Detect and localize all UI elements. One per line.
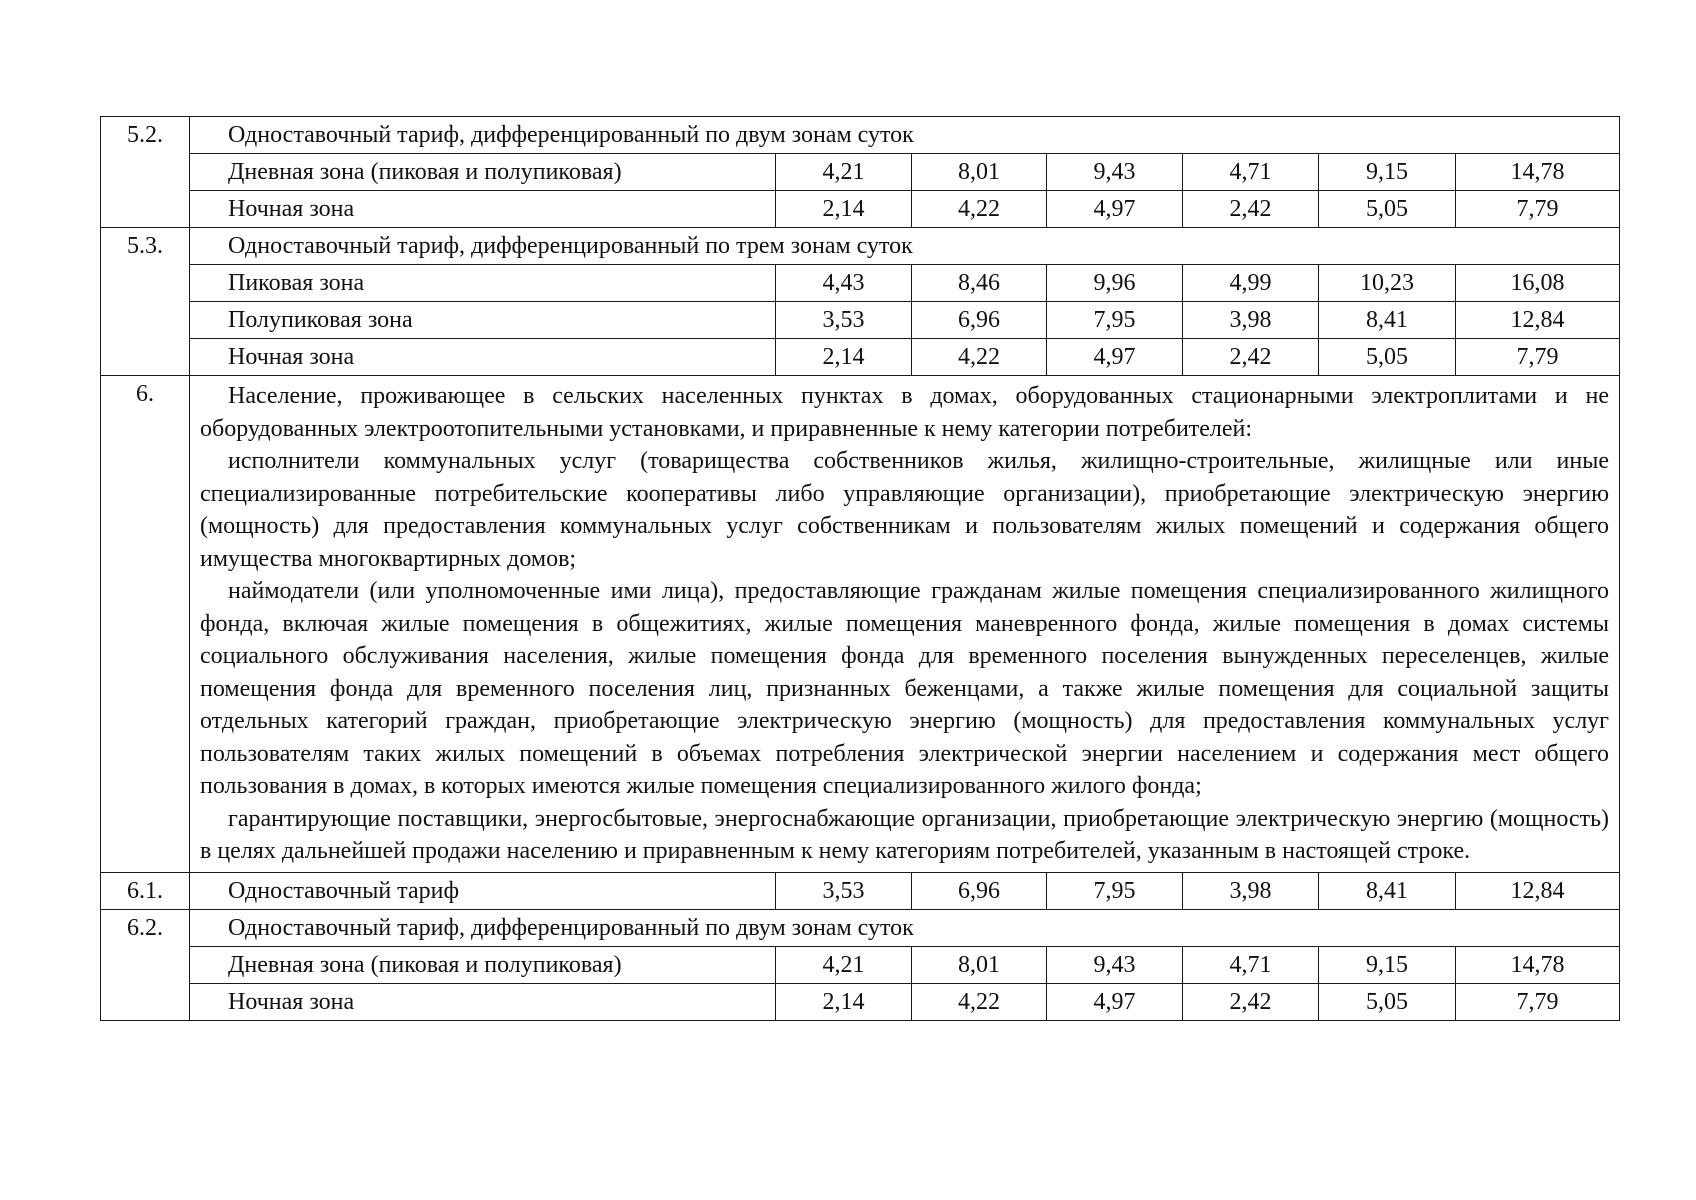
tariff-value: 3,53 bbox=[776, 302, 912, 339]
zone-name: Полупиковая зона bbox=[190, 302, 776, 339]
tariff-value: 4,99 bbox=[1183, 265, 1319, 302]
tariff-value: 4,21 bbox=[776, 946, 912, 983]
tariff-value: 4,71 bbox=[1183, 946, 1319, 983]
tariff-value: 9,15 bbox=[1319, 154, 1456, 191]
section-title: Одноставочный тариф, дифференцированный по двум зонам суток bbox=[190, 909, 1620, 946]
row-number: 5.3. bbox=[101, 228, 190, 376]
table-row bbox=[101, 265, 1620, 302]
section-5-3-header-row bbox=[101, 228, 1620, 265]
table-row bbox=[101, 154, 1620, 191]
tariff-value: 2,42 bbox=[1183, 983, 1319, 1020]
tariff-value: 12,84 bbox=[1456, 302, 1620, 339]
tariff-value: 6,96 bbox=[912, 302, 1047, 339]
zone-name: Ночная зона bbox=[190, 339, 776, 376]
tariff-value: 3,98 bbox=[1183, 872, 1319, 909]
tariff-value: 4,22 bbox=[912, 339, 1047, 376]
tariff-value: 4,21 bbox=[776, 154, 912, 191]
row-number: 5.2. bbox=[101, 117, 190, 228]
tariff-value: 2,14 bbox=[776, 339, 912, 376]
tariff-value: 2,42 bbox=[1183, 191, 1319, 228]
zone-name: Пиковая зона bbox=[190, 265, 776, 302]
section-6-2-header-row bbox=[101, 909, 1620, 946]
section-title: Одноставочный тариф, дифференцированный по двум зонам суток bbox=[190, 117, 1620, 154]
tariff-value: 4,71 bbox=[1183, 154, 1319, 191]
tariff-value: 10,23 bbox=[1319, 265, 1456, 302]
table-row bbox=[101, 339, 1620, 376]
tariff-name: Одноставочный тариф bbox=[190, 872, 776, 909]
tariff-value: 8,41 bbox=[1319, 872, 1456, 909]
tariff-value: 9,43 bbox=[1047, 946, 1183, 983]
section-6-row bbox=[101, 376, 1620, 873]
zone-name: Ночная зона bbox=[190, 191, 776, 228]
zone-name: Дневная зона (пиковая и полупиковая) bbox=[190, 946, 776, 983]
tariff-value: 4,97 bbox=[1047, 983, 1183, 1020]
tariff-value: 5,05 bbox=[1319, 983, 1456, 1020]
tariff-value: 14,78 bbox=[1456, 154, 1620, 191]
description-paragraph: наймодатели (или уполномоченные ими лица), предоставляющие гражданам жилые помещения специализированного жилищного фонда, включая жилые помещения в общежитиях, жилые помещения маневренного фонда, жилые помещения в домах системы социального обслуживания населения, жилые помещения фонда для временного поселения вынужденных переселенцев, жилые помещения фонда для временного поселения лиц, признанных беженцами, а также жилые помещения для социальной защиты отдельных категорий граждан, приобретающие электрическую энергию (мощность) для предоставления коммунальных услуг пользователям таких жилых помещений в объемах потребления электрической энергии населением и содержания мест общего пользования в домах, в которых имеются жилые помещения специализированного жилого фонда; bbox=[200, 578, 1610, 799]
tariff-table bbox=[100, 116, 1620, 1021]
tariff-value: 2,14 bbox=[776, 191, 912, 228]
description-paragraph: Население, проживающее в сельских населенных пунктах в домах, оборудованных стационарными электроплитами и не оборудованных электроотопительными установками, и приравненные к нему категории потребителей: bbox=[200, 383, 1610, 442]
row-number: 6.1. bbox=[101, 872, 190, 909]
section-6-description bbox=[190, 376, 1620, 873]
description-paragraph: гарантирующие поставщики, энергосбытовые, энергоснабжающие организации, приобретающие электрическую энергию (мощность) в целях дальнейшей продажи населению и приравненным к нему категориям потребителей, указанным в настоящей строке. bbox=[200, 805, 1610, 864]
table-row bbox=[101, 946, 1620, 983]
tariff-value: 8,41 bbox=[1319, 302, 1456, 339]
tariff-value: 9,15 bbox=[1319, 946, 1456, 983]
tariff-value: 7,95 bbox=[1047, 872, 1183, 909]
table-row bbox=[101, 302, 1620, 339]
description-paragraph: исполнители коммунальных услуг (товарищества собственников жилья, жилищно-строительные, жилищные или иные специализированные потребительские кооперативы либо управляющие организации), приобретающие электрическую энергию (мощность) для предоставления коммунальных услуг собственникам и пользователям жилых помещений и содержания общего имущества многоквартирных домов; bbox=[200, 448, 1610, 572]
tariff-value: 7,95 bbox=[1047, 302, 1183, 339]
row-number: 6. bbox=[101, 376, 190, 873]
tariff-value: 9,96 bbox=[1047, 265, 1183, 302]
section-title: Одноставочный тариф, дифференцированный по трем зонам суток bbox=[190, 228, 1620, 265]
tariff-value: 5,05 bbox=[1319, 339, 1456, 376]
tariff-value: 8,01 bbox=[912, 946, 1047, 983]
table-row bbox=[101, 983, 1620, 1020]
tariff-value: 5,05 bbox=[1319, 191, 1456, 228]
section-6-1-row bbox=[101, 872, 1620, 909]
tariff-value: 4,22 bbox=[912, 191, 1047, 228]
tariff-value: 16,08 bbox=[1456, 265, 1620, 302]
zone-name: Ночная зона bbox=[190, 983, 776, 1020]
tariff-value: 4,97 bbox=[1047, 191, 1183, 228]
tariff-value: 14,78 bbox=[1456, 946, 1620, 983]
tariff-value: 8,01 bbox=[912, 154, 1047, 191]
zone-name: Дневная зона (пиковая и полупиковая) bbox=[190, 154, 776, 191]
tariff-value: 3,53 bbox=[776, 872, 912, 909]
tariff-value: 7,79 bbox=[1456, 191, 1620, 228]
tariff-value: 4,97 bbox=[1047, 339, 1183, 376]
tariff-value: 12,84 bbox=[1456, 872, 1620, 909]
tariff-value: 2,14 bbox=[776, 983, 912, 1020]
tariff-value: 7,79 bbox=[1456, 339, 1620, 376]
tariff-value: 4,22 bbox=[912, 983, 1047, 1020]
section-5-2-header-row bbox=[101, 117, 1620, 154]
tariff-value: 8,46 bbox=[912, 265, 1047, 302]
tariff-value: 4,43 bbox=[776, 265, 912, 302]
tariff-value: 7,79 bbox=[1456, 983, 1620, 1020]
tariff-value: 6,96 bbox=[912, 872, 1047, 909]
tariff-table-body bbox=[101, 117, 1620, 1021]
tariff-value: 3,98 bbox=[1183, 302, 1319, 339]
tariff-value: 2,42 bbox=[1183, 339, 1319, 376]
row-number: 6.2. bbox=[101, 909, 190, 1020]
tariff-value: 9,43 bbox=[1047, 154, 1183, 191]
table-row bbox=[101, 191, 1620, 228]
